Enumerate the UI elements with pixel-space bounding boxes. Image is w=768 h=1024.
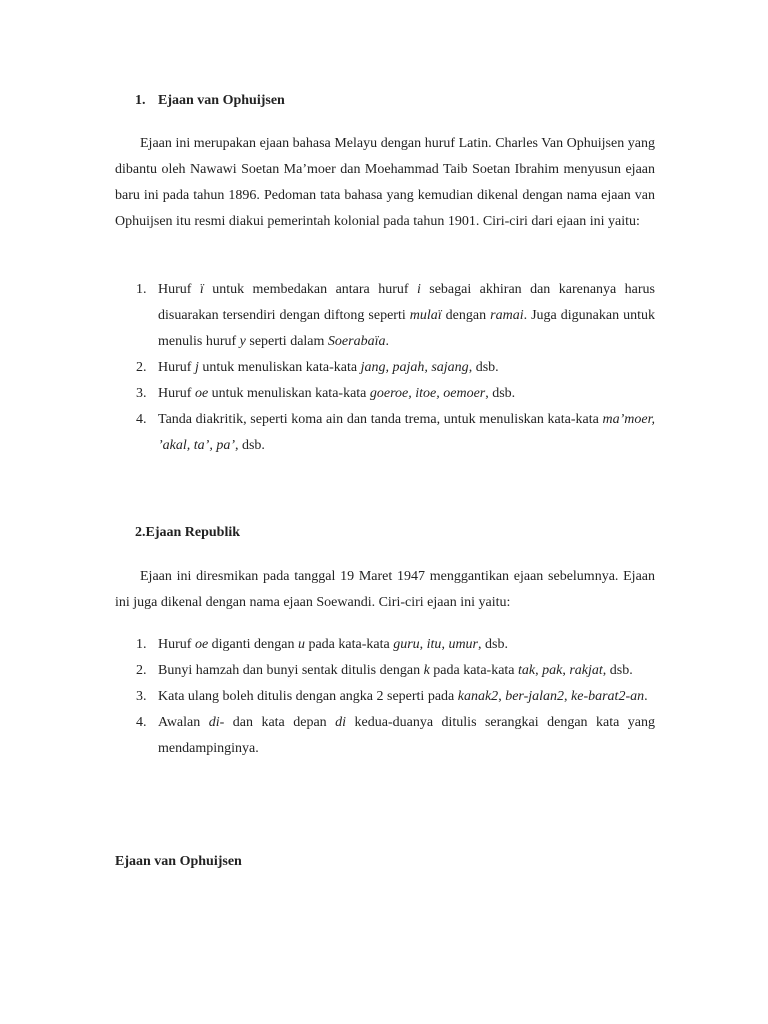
list-item: [115, 710, 655, 762]
section1-number: 1.: [135, 93, 146, 108]
list-item-text: ,: [535, 663, 543, 678]
section3-heading: Ejaan van Ophuijsen: [115, 854, 242, 869]
list-item: [115, 658, 655, 684]
section1-title: Ejaan van Ophuijsen: [158, 93, 285, 108]
list-item-text: ,: [564, 689, 572, 704]
list-item-text: Kata ulang boleh ditulis dengan angka 2 seperti pada: [158, 689, 458, 704]
list-item-text: dan kata depan: [224, 715, 336, 730]
list-item-number: 3.: [136, 386, 147, 401]
list-item-text: Bunyi hamzah dan bunyi sentak ditulis dengan: [158, 663, 424, 678]
list-item-text: pada kata-kata: [304, 637, 394, 652]
list-item-text: .: [385, 334, 389, 349]
list-item-italic-text: itu: [426, 637, 442, 652]
list-item-italic-text: oe: [194, 386, 209, 401]
list-item-italic-text: i: [416, 282, 421, 297]
list-item-italic-text: jang, pajah, sajang: [360, 360, 469, 375]
list-item-text: Huruf: [158, 360, 195, 375]
list-item-number: 1.: [136, 282, 147, 297]
list-item-text: untuk menuliskan kata-kata: [208, 386, 370, 401]
list-item-number: 3.: [136, 689, 147, 704]
list-item: [115, 277, 655, 355]
list-item: [115, 632, 655, 658]
list-item-text: dengan: [441, 308, 491, 323]
list-item-number: 2.: [136, 360, 147, 375]
list-item-italic-text: guru: [393, 637, 420, 652]
list-item-text: pada kata-kata: [429, 663, 519, 678]
list-item-text: sebagai akhiran dan karenanya harus disuarakan tersendiri dengan diftong seperti: [158, 282, 656, 323]
list-item-text: Huruf: [158, 386, 195, 401]
list-item-italic-text: ma’moer, ’akal, ta’, pa’: [158, 412, 655, 453]
list-item-text: Huruf: [158, 282, 200, 297]
list-item-italic-text: oe: [194, 637, 209, 652]
section2-list: [115, 632, 655, 762]
list-item-text: , dsb.: [478, 637, 508, 652]
list-item: [115, 381, 655, 407]
list-item-italic-text: pak: [542, 663, 563, 678]
list-item-text: ,: [441, 637, 449, 652]
list-item-italic-text: di-: [208, 715, 225, 730]
list-item-italic-text: k: [423, 663, 430, 678]
list-item-number: 1.: [136, 637, 147, 652]
list-item-italic-text: kanak2: [457, 689, 499, 704]
section1-list: [115, 277, 655, 459]
list-item-text: Awalan: [158, 715, 209, 730]
section1-heading: [135, 88, 535, 114]
list-item-text: . Juga digunakan untuk menulis huruf: [158, 308, 656, 349]
list-item-text: , dsb.: [234, 438, 265, 453]
list-item-text: Tanda diakritik, seperti koma ain dan tanda trema, untuk menuliskan kata-kata: [158, 412, 603, 427]
list-item-number: 2.: [136, 663, 147, 678]
section2-heading: 2.Ejaan Republik: [135, 525, 241, 540]
list-item-text: untuk menuliskan kata-kata: [198, 360, 361, 375]
list-item-text: , dsb.: [485, 386, 516, 401]
list-item-text: .: [644, 689, 648, 704]
section1-list-container: [115, 277, 655, 459]
list-item-italic-text: goeroe, itoe, oemoer: [369, 386, 486, 401]
list-item-text: ,: [419, 637, 427, 652]
list-item-number: 4.: [136, 715, 147, 730]
list-item-text: Huruf: [158, 637, 195, 652]
list-item: [115, 407, 655, 459]
list-item-italic-text: ramai: [490, 308, 524, 323]
section2-list-container: [115, 632, 655, 762]
list-item-italic-text: y: [239, 334, 246, 349]
list-item-text: ,: [498, 689, 506, 704]
list-item-text: seperti dalam: [245, 334, 328, 349]
list-item-text: ,: [562, 663, 570, 678]
list-item-number: 4.: [136, 412, 147, 427]
list-item-italic-text: Soerabaïa: [327, 334, 386, 349]
list-item-italic-text: ï: [199, 282, 204, 297]
list-item-text: , dsb.: [468, 360, 499, 375]
list-item: [115, 355, 655, 381]
section2-paragraph: Ejaan ini diresmikan pada tanggal 19 Maret 1947 menggantikan ejaan sebelumnya. Ejaan ini juga dikenal dengan nama ejaan Soewandi. Ciri-ciri ejaan ini yaitu:: [115, 569, 655, 610]
list-item-italic-text: u: [297, 637, 305, 652]
list-item-text: untuk membedakan antara huruf: [203, 282, 417, 297]
list-item-italic-text: di: [335, 715, 347, 730]
section1-paragraph: Ejaan ini merupakan ejaan bahasa Melayu dengan huruf Latin. Charles Van Ophuijsen yang dibantu oleh Nawawi Soetan Ma’moer dan Moehammad Taib Soetan Ibrahim menyusun ejaan baru ini pada tahun 1896. Pedoman tata bahasa yang kemudian dikenal dengan nama ejaan van Ophuijsen itu resmi diakui pemerintah kolonial pada tahun 1901. Ciri-ciri dari ejaan ini yaitu:: [115, 136, 655, 229]
list-item-text: diganti dengan: [208, 637, 298, 652]
list-item: [115, 684, 655, 710]
list-item-italic-text: ber-jalan2: [505, 689, 565, 704]
list-item-text: kedua-duanya ditulis serangkai dengan kata yang mendampinginya.: [158, 715, 656, 756]
list-item-text: , dsb.: [602, 663, 633, 678]
list-item-italic-text: rakjat: [569, 663, 603, 678]
list-item-italic-text: ke-barat2-an: [571, 689, 645, 704]
list-item-italic-text: umur: [448, 637, 478, 652]
list-item-italic-text: mulaï: [409, 308, 442, 323]
list-item-italic-text: tak: [518, 663, 536, 678]
list-item-italic-text: j: [194, 360, 199, 375]
